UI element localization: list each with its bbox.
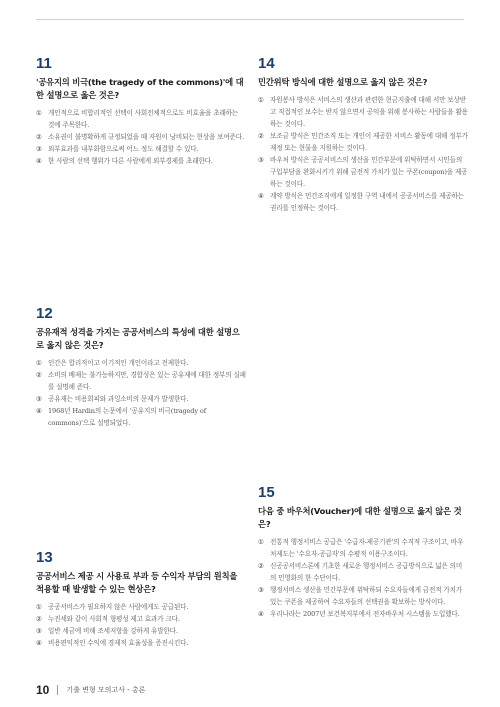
question-number: 14 (258, 55, 275, 72)
option-marker: ④ (36, 407, 42, 415)
question-text: 민간위탁 방식에 대한 설명으로 옳지 않은 것은? (258, 77, 428, 87)
option-text: 비용편익적인 수익에 경제적 효율성을 증진시킨다. (48, 639, 189, 647)
option-1[interactable] (258, 94, 468, 130)
option-list (258, 536, 468, 620)
question-12 (36, 305, 246, 429)
question-14 (258, 55, 468, 214)
option-marker: ④ (36, 639, 42, 647)
question-number: 12 (36, 305, 53, 322)
question-13 (36, 549, 246, 649)
option-marker: ① (36, 109, 42, 117)
option-marker: ③ (36, 395, 42, 403)
option-text: 인간은 합리적이고 이기적인 개인이라고 전제한다. (48, 359, 189, 367)
option-1[interactable] (36, 357, 246, 369)
option-marker: ③ (36, 627, 42, 635)
option-3[interactable] (36, 143, 246, 155)
option-text: 공유재는 비용회피와 과잉소비의 문제가 발생한다. (48, 395, 189, 403)
option-2[interactable] (36, 369, 246, 393)
option-text: 행정서비스 생산을 민간부문에 위탁하되 수요자들에게 금전적 가치가 있는 쿠폰을 제공하여 수요자들의 선택권을 확보하는 방식이다. (270, 586, 463, 606)
option-text: 소비의 배제는 불가능하지만, 경합성은 있는 공유재에 대한 정부의 실패를 설명해 준다. (48, 371, 246, 391)
option-text: 전통적 행정서비스 공급은 '수급자-제공기관'의 수직적 구조이고, 바우처제도는 '수요자-공급자'의 수평적 이용구조이다. (270, 538, 464, 558)
option-list (36, 601, 246, 649)
question-number: 11 (36, 55, 52, 72)
option-marker: ② (36, 133, 42, 141)
option-text: 1968년 Hardin의 논문에서 '공유지의 비극(tragedy of commons)'으로 설명되었다. (48, 407, 207, 427)
option-marker: ① (36, 603, 42, 611)
option-3[interactable] (258, 584, 468, 608)
option-2[interactable] (36, 613, 246, 625)
option-1[interactable] (36, 107, 246, 131)
option-list (36, 357, 246, 429)
option-4[interactable] (36, 155, 246, 167)
option-2[interactable] (258, 560, 468, 584)
option-marker: ② (258, 562, 264, 570)
question-number: 13 (36, 549, 53, 566)
option-4[interactable] (258, 190, 468, 214)
footer-divider (57, 685, 58, 695)
question-text: '공유지의 비극(the tragedy of the commons)'에 대한 설명으로 옳은 것은? (36, 77, 244, 100)
option-text: 외부효과를 내부화함으로써 어느 정도 해결할 수 있다. (48, 145, 199, 153)
option-list (36, 107, 246, 167)
option-2[interactable] (258, 130, 468, 154)
question-text: 공공서비스 제공 시 사용료 부과 등 수익자 부담의 원칙을 적용할 때 발생할 수 있는 현상은? (36, 571, 238, 594)
option-text: 공공서비스가 필요하지 않은 사람에게도 공급된다. (48, 603, 189, 611)
page-number: 10 (36, 683, 50, 697)
top-rule (36, 19, 464, 20)
question-15 (258, 484, 468, 620)
option-3[interactable] (258, 154, 468, 190)
option-text: 바우처 방식은 공공서비스의 생산을 민간부문에 위탁하면서 시민들의 구입부담을 완화시키기 위해 금전적 가치가 있는 쿠폰(coupon)을 제공하는 것이다. (270, 156, 468, 188)
option-3[interactable] (36, 625, 246, 637)
option-marker: ① (36, 359, 42, 367)
option-4[interactable] (258, 608, 468, 620)
question-11 (36, 55, 246, 167)
option-marker: ④ (258, 610, 264, 618)
page-footer (36, 683, 145, 697)
option-marker: ③ (258, 156, 264, 164)
option-list (258, 94, 468, 214)
option-text: 우리나라는 2007년 보건복지부에서 전자바우처 시스템을 도입했다. (270, 610, 460, 618)
option-1[interactable] (258, 536, 468, 560)
option-marker: ③ (258, 586, 264, 594)
question-text: 다음 중 바우처(Voucher)에 대한 설명으로 옳지 않은 것은? (258, 506, 462, 529)
option-text: 자원봉사 방식은 서비스의 생산과 관련한 현금지출에 대해 서만 보상받고 직접적인 보수는 받지 않으면서 공익을 위해 봉사하는 사람들을 활용하는 것이다. (270, 96, 468, 128)
option-marker: ④ (258, 192, 264, 200)
option-marker: ② (36, 615, 42, 623)
option-marker: ② (258, 132, 264, 140)
option-text: 신공공서비스론에 기초한 새로운 행정서비스 공급방식으로 넓은 의미의 민영화의 한 수단이다. (270, 562, 463, 582)
option-marker: ④ (36, 157, 42, 165)
option-marker: ② (36, 371, 42, 379)
option-text: 개인적으로 비합리적인 선택이 사회전체적으로도 비효율을 초래하는 것에 주목한다. (48, 109, 239, 129)
option-text: 소유권이 불명확하게 규정되었을 때 자원이 낭비되는 현상을 보여준다. (48, 133, 244, 141)
option-text: 보조금 방식은 민간조직 또는 개인이 제공한 서비스 활동에 대해 정부가 재정 또는 현물을 지원하는 것이다. (270, 132, 468, 152)
option-marker: ① (258, 96, 264, 104)
option-1[interactable] (36, 601, 246, 613)
option-text: 누진세와 같이 사회적 형평성 제고 효과가 크다. (48, 615, 180, 623)
question-text: 공유재적 성격을 가지는 공공서비스의 특성에 대한 설명으로 옳지 않은 것은? (36, 327, 240, 350)
option-3[interactable] (36, 393, 246, 405)
option-2[interactable] (36, 131, 246, 143)
option-text: 한 사람의 선택 행위가 다른 사람에게 외부경제를 초래한다. (48, 157, 213, 165)
option-4[interactable] (36, 405, 246, 429)
question-number: 15 (258, 484, 275, 501)
option-marker: ③ (36, 145, 42, 153)
option-marker: ① (258, 538, 264, 546)
footer-title: 기출 변형 모의고사 - 총론 (66, 686, 146, 694)
option-text: 계약 방식은 민간조직에게 일정한 구역 내에서 공공서비스를 제공하는 권리를 인정하는 것이다. (270, 192, 464, 212)
option-4[interactable] (36, 637, 246, 649)
option-text: 일반 세금에 비해 조세저항을 강하게 유발한다. (48, 627, 178, 635)
